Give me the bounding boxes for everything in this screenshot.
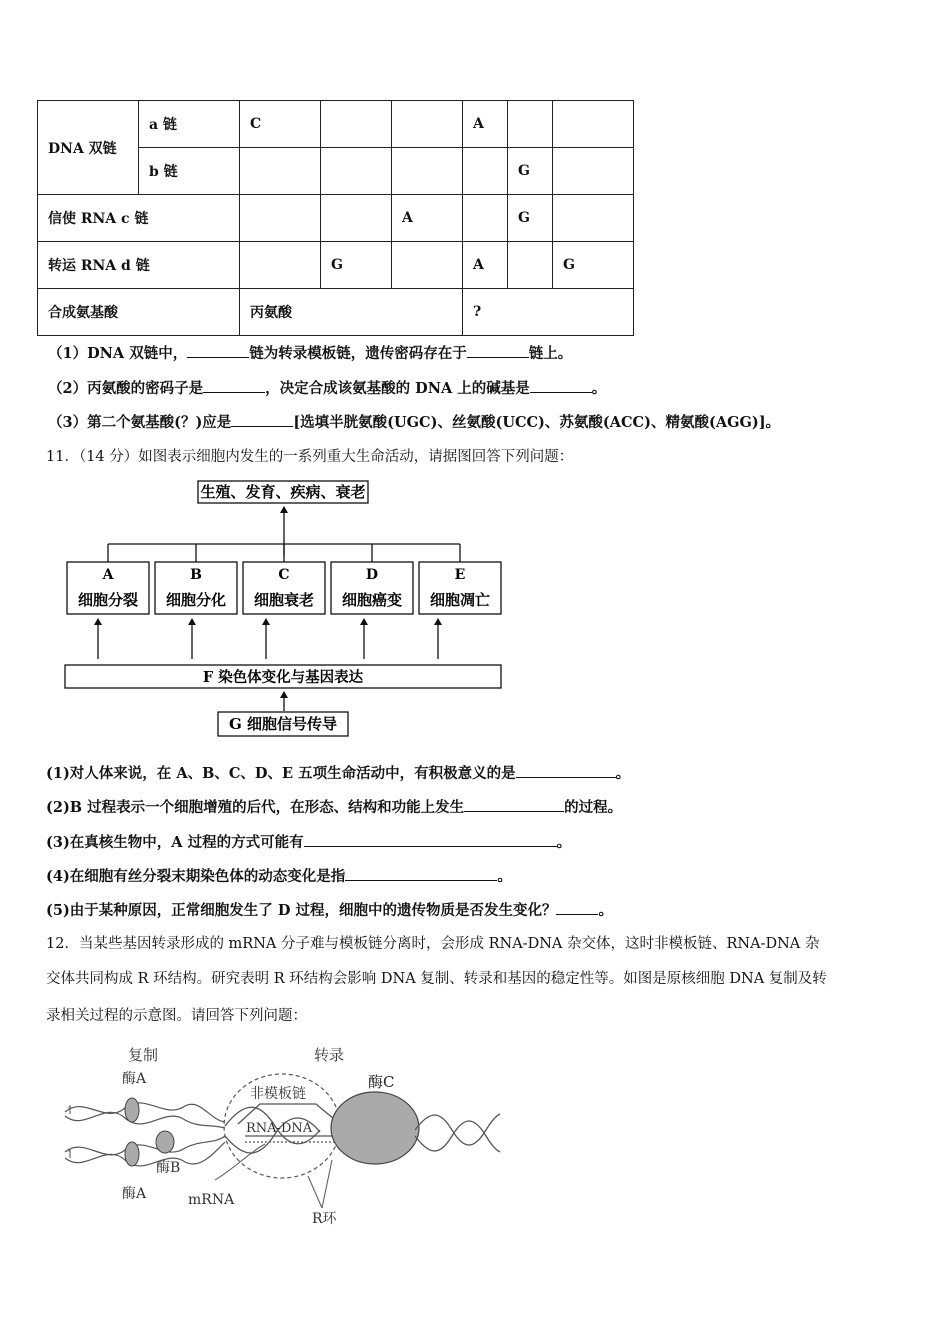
table-cell: A <box>392 195 463 242</box>
box-d <box>331 562 413 614</box>
table-cell <box>553 195 634 242</box>
table-cell <box>553 101 634 148</box>
box-name: 细胞癌变 <box>341 591 403 609</box>
question-text: (1)对人体来说，在 A、B、C、D、E 五项生命活动中，有积极意义的是 <box>46 765 516 782</box>
enzyme-a-bottom-label: 酶A <box>122 1186 147 1202</box>
row-group-label: DNA 双链 <box>38 101 139 195</box>
mrna-label: mRNA <box>188 1192 235 1208</box>
question-text: ，决定合成该氨基酸的 DNA 上的碱基是 <box>265 380 530 397</box>
box-letter: A <box>102 567 114 583</box>
answer-blank[interactable] <box>530 378 592 393</box>
question-10-3 <box>48 411 780 432</box>
row-label: 信使 RNA c 链 <box>38 195 240 242</box>
question-text: （2）丙氨酸的密码子是 <box>48 380 204 397</box>
answer-blank[interactable] <box>467 343 529 358</box>
enzyme-b-shape <box>156 1131 174 1153</box>
question-text: （1）DNA 双链中， <box>48 345 188 362</box>
row-label: 转运 RNA d 链 <box>38 242 240 289</box>
f-label: F 染色体变化与基因表达 <box>202 669 364 686</box>
enzyme-b-label: 酶B <box>156 1160 181 1176</box>
question-text: 。 <box>598 902 613 919</box>
table-cell <box>240 242 321 289</box>
table-cell <box>508 101 553 148</box>
question-11-5 <box>46 899 613 920</box>
amino-acid-cell: ? <box>463 289 634 336</box>
answer-blank[interactable] <box>203 378 265 393</box>
enzyme-a-bottom-shape <box>125 1142 139 1166</box>
question-10-1 <box>48 342 572 363</box>
table-cell <box>321 148 392 195</box>
table-cell: G <box>508 195 553 242</box>
question-text: (5)由于某种原因，正常细胞发生了 D 过程，细胞中的遗传物质是否发生变化？ <box>46 902 557 919</box>
question-11-1 <box>46 762 630 783</box>
transcription-label: 转录 <box>314 1046 345 1064</box>
box-c <box>243 562 325 614</box>
box-letter: E <box>454 567 466 583</box>
g-label: G 细胞信号传导 <box>228 715 338 733</box>
box-letter: B <box>190 567 202 583</box>
answer-blank[interactable] <box>187 343 249 358</box>
enzyme-c-label: 酶C <box>368 1073 395 1091</box>
box-b <box>155 562 237 614</box>
table-cell <box>463 195 508 242</box>
table-cell <box>392 148 463 195</box>
answer-blank[interactable] <box>516 763 616 778</box>
question-11-header: 11．（14 分）如图表示细胞内发生的一系列重大生命活动，请据图回答下列问题： <box>46 449 574 465</box>
question-11-2 <box>46 796 622 817</box>
table-row <box>38 195 634 242</box>
question-text: 。 <box>556 834 572 851</box>
question-text: 。 <box>497 868 512 885</box>
table-cell: A <box>463 242 508 289</box>
answer-blank[interactable] <box>556 900 598 915</box>
enzyme-c-shape <box>331 1092 419 1164</box>
table-cell <box>321 195 392 242</box>
table-cell <box>508 242 553 289</box>
replication-label: 复制 <box>128 1046 159 1064</box>
question-text: 链为转录模板链，遗传密码存在于 <box>249 345 467 362</box>
table-row <box>38 101 634 148</box>
table-cell: G <box>508 148 553 195</box>
table-cell <box>240 195 321 242</box>
outcome-label: 生殖、发育、疾病、衰老 <box>200 483 366 501</box>
box-name: 细胞分裂 <box>77 591 139 609</box>
question-11-3 <box>46 831 571 852</box>
answer-blank[interactable] <box>304 832 557 847</box>
table-cell: G <box>321 242 392 289</box>
answer-blank[interactable] <box>345 866 497 881</box>
enzyme-a-top-label: 酶A <box>122 1071 147 1087</box>
table-cell <box>553 148 634 195</box>
table-cell: G <box>553 242 634 289</box>
rna-dna-label: RNA-DNA <box>246 1121 313 1136</box>
question-text: 链上。 <box>528 345 573 362</box>
answer-blank[interactable] <box>231 412 293 427</box>
question-12-line-1: 12．当某些基因转录形成的 mRNA 分子难与模板链分离时，会形成 RNA-DNA 杂交体，这时非模板链、RNA-DNA 杂 <box>46 936 820 952</box>
question-12-line-3: 录相关过程的示意图。请回答下列问题： <box>46 1008 307 1024</box>
question-text: [选填半胱氨酸(UGC)、丝氨酸(UCC)、苏氨酸(ACC)、精氨酸(AGG)]。 <box>293 414 781 431</box>
question-text: 。 <box>591 380 607 397</box>
box-name: 细胞分化 <box>165 591 227 609</box>
box-e <box>419 562 501 614</box>
table-cell <box>392 101 463 148</box>
r-loop-diagram <box>60 1040 505 1230</box>
question-11-4 <box>46 865 512 886</box>
answer-blank[interactable] <box>464 797 564 812</box>
amino-acid-cell: 丙氨酸 <box>240 289 463 336</box>
codon-table <box>37 100 634 336</box>
box-name: 细胞凋亡 <box>429 591 491 609</box>
table-cell <box>392 242 463 289</box>
table-cell <box>240 148 321 195</box>
nontemplate-label: 非模板链 <box>250 1086 306 1102</box>
box-letter: D <box>365 567 379 583</box>
table-cell: A <box>463 101 508 148</box>
enzyme-a-top-shape <box>125 1098 139 1122</box>
question-10-2 <box>48 377 606 398</box>
box-name: 细胞衰老 <box>253 591 315 609</box>
question-text: (2)B 过程表示一个细胞增殖的后代，在形态、结构和功能上发生 <box>46 799 465 816</box>
box-letter: C <box>278 567 290 583</box>
table-row <box>38 242 634 289</box>
table-cell <box>321 101 392 148</box>
row-label: a 链 <box>139 101 240 148</box>
question-text: 。 <box>615 765 631 782</box>
cell-activity-diagram <box>60 476 510 740</box>
row-label: 合成氨基酸 <box>38 289 240 336</box>
table-row <box>38 289 634 336</box>
question-text: (3)在真核生物中，A 过程的方式可能有 <box>46 834 304 851</box>
table-cell: C <box>240 101 321 148</box>
question-text: （3）第二个氨基酸(？)应是 <box>48 414 232 431</box>
question-12-line-2: 交体共同构成 R 环结构。研究表明 R 环结构会影响 DNA 复制、转录和基因的稳定性等。如图是原核细胞 DNA 复制及转 <box>46 971 827 987</box>
svg-text:↿: ↿ <box>65 1103 76 1117</box>
table-cell <box>463 148 508 195</box>
row-label: b 链 <box>139 148 240 195</box>
question-text: (4)在细胞有丝分裂末期染色体的动态变化是指 <box>46 868 346 885</box>
svg-text:↿: ↿ <box>65 1147 76 1161</box>
box-a <box>67 562 149 614</box>
r-loop-label: R环 <box>312 1211 337 1227</box>
question-text: 的过程。 <box>564 799 623 816</box>
